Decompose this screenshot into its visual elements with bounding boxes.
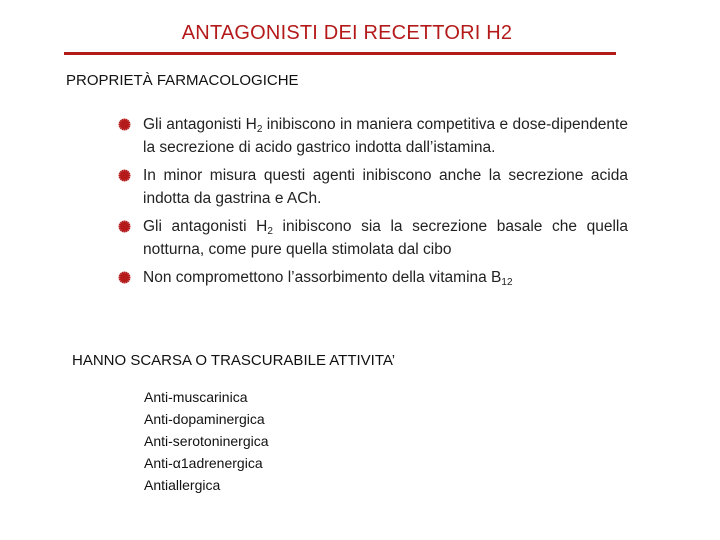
bullet-subscript: 2 (267, 226, 273, 237)
activity-list (144, 386, 269, 496)
section-heading-properties: PROPRIETÀ FARMACOLOGICHE (66, 72, 299, 89)
bullet-text-pre: Gli antagonisti H (143, 218, 268, 235)
bullet-subscript: 12 (501, 277, 513, 288)
slide-title: ANTAGONISTI DEI RECETTORI H2 (181, 22, 513, 44)
starburst-icon (118, 271, 131, 284)
list-item (118, 216, 628, 261)
list-item (118, 267, 628, 290)
activity-item: Anti-serotoninergica (144, 433, 269, 449)
bullet-text-pre: Gli antagonisti H (143, 116, 257, 133)
bullet-subscript: 2 (256, 124, 263, 135)
bullet-text-post: inibiscono sia la secrezione basale che quella notturna, come pure quella stimolata dal cibo (143, 218, 628, 258)
bullet-text-pre: Non compromettono l’assorbimento della vitamina B (143, 269, 502, 286)
activity-item: Antiallergica (144, 477, 221, 493)
starburst-icon (118, 118, 131, 131)
list-item (118, 114, 628, 159)
properties-list (118, 114, 628, 296)
starburst-icon (118, 220, 131, 233)
starburst-icon (118, 169, 131, 182)
activity-item: Anti-muscarinica (144, 389, 248, 405)
bullet-text-post: inibiscono in maniera competitiva e dose-dipendente la secrezione di acido gastrico indotta dall’istamina. (143, 116, 628, 156)
section-heading-activity: HANNO SCARSA O TRASCURABILE ATTIVITA’ (72, 352, 396, 369)
title-underline (64, 52, 616, 55)
list-item (118, 165, 628, 210)
activity-item: Anti-α1adrenergica (144, 455, 263, 471)
bullet-text-pre: In minor misura questi agenti inibiscono anche la secrezione acida indotta da gastrina e ACh. (143, 167, 628, 207)
activity-item: Anti-dopaminergica (144, 411, 265, 427)
